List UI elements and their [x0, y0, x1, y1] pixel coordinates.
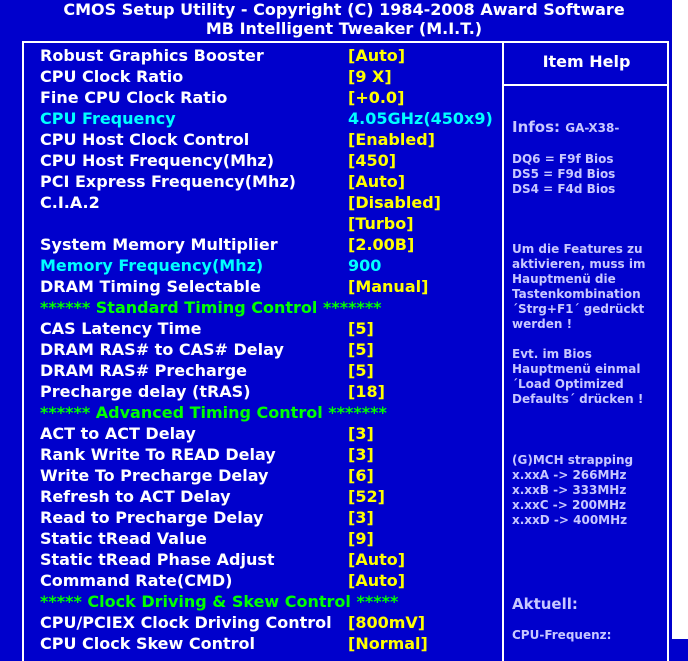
help-line: (G)MCH strapping [512, 453, 634, 467]
setting-value[interactable]: [9 X] [348, 67, 392, 86]
setting-label: CPU Host Clock Control [40, 130, 250, 149]
help-line: Hauptmenü die [512, 272, 616, 286]
help-line: ´Strg+F1´ gedrückt [512, 302, 645, 316]
setting-value[interactable]: [5] [348, 319, 374, 338]
setting-label: Rank Write To READ Delay [40, 445, 276, 464]
help-line: Evt. im Bios [512, 347, 592, 361]
setting-label: Refresh to ACT Delay [40, 487, 231, 506]
setting-label: Fine CPU Clock Ratio [40, 88, 228, 107]
section-label: ****** Advanced Timing Control ******* [40, 403, 387, 422]
help-note-features [512, 242, 645, 332]
setting-label: Read to Precharge Delay [40, 508, 264, 527]
help-line: Defaults´ drücken ! [512, 392, 644, 406]
help-line: DS4 = F4d Bios [512, 182, 616, 196]
setting-value[interactable]: 900 [348, 256, 382, 275]
setting-value[interactable]: [Auto] [348, 46, 406, 65]
help-line: Hauptmenü einmal [512, 362, 641, 376]
setting-value[interactable]: [450] [348, 151, 397, 170]
bios-versions [512, 152, 615, 197]
setting-label: Write To Precharge Delay [40, 466, 269, 485]
window-edge [672, 0, 688, 639]
setting-label: Static tRead Phase Adjust [40, 550, 275, 569]
setting-value[interactable]: [Auto] [348, 172, 406, 191]
infos-label: Infos: [512, 118, 561, 136]
app-title: CMOS Setup Utility - Copyright (C) 1984-2008 Award Software [63, 0, 625, 19]
setting-value[interactable]: [6] [348, 466, 374, 485]
setting-label: ACT to ACT Delay [40, 424, 196, 443]
setting-label: DRAM Timing Selectable [40, 277, 261, 296]
setting-value[interactable]: [5] [348, 340, 374, 359]
setting-label: CPU Clock Skew Control [40, 634, 256, 653]
infos-line [512, 117, 619, 138]
help-line: Um die Features zu [512, 242, 643, 256]
help-strapping [512, 453, 633, 528]
setting-label: System Memory Multiplier [40, 235, 278, 254]
setting-label: CPU Clock Ratio [40, 67, 184, 86]
setting-label: Command Rate(CMD) [40, 571, 233, 590]
setting-value[interactable]: [Auto] [348, 550, 406, 569]
setting-value[interactable]: [Normal] [348, 634, 428, 653]
help-line: x.xxB -> 333MHz [512, 483, 627, 497]
aktuell-label: Aktuell: [512, 595, 578, 613]
help-line: x.xxA -> 266MHz [512, 468, 627, 482]
help-line: aktivieren, muss im [512, 257, 646, 271]
setting-value[interactable]: [52] [348, 487, 385, 506]
setting-label: Precharge delay (tRAS) [40, 382, 251, 401]
setting-value[interactable]: [Disabled] [348, 193, 441, 212]
section-label: ***** Clock Driving & Skew Control ***** [40, 592, 399, 611]
setting-label: CPU/PCIEX Clock Driving Control [40, 613, 332, 632]
help-line: Tastenkombination [512, 287, 641, 301]
setting-value[interactable]: [3] [348, 508, 374, 527]
setting-label: CPU Host Frequency(Mhz) [40, 151, 275, 170]
setting-value[interactable]: [Enabled] [348, 130, 435, 149]
help-line: DS5 = F9d Bios [512, 167, 616, 181]
setting-value[interactable]: 4.05GHz(450x9) [348, 109, 493, 128]
setting-label: CPU Frequency [40, 109, 176, 128]
help-line: ´Load Optimized [512, 377, 624, 391]
setting-value[interactable]: [5] [348, 361, 374, 380]
help-line: werden ! [512, 317, 573, 331]
setting-label: DRAM RAS# Precharge [40, 361, 248, 380]
cpu-freq-label: CPU-Frequenz: [512, 628, 612, 642]
setting-value[interactable]: [3] [348, 445, 374, 464]
setting-label: PCI Express Frequency(Mhz) [40, 172, 296, 191]
setting-label: Robust Graphics Booster [40, 46, 264, 65]
setting-value[interactable]: [Manual] [348, 277, 429, 296]
page-title: MB Intelligent Tweaker (M.I.T.) [205, 19, 483, 38]
setting-value[interactable]: [Turbo] [348, 214, 414, 233]
setting-value[interactable]: [+0.0] [348, 88, 405, 107]
setting-label: Static tRead Value [40, 529, 207, 548]
setting-label: Memory Frequency(Mhz) [40, 256, 264, 275]
help-line: DQ6 = F9f Bios [512, 152, 614, 166]
setting-value[interactable]: [3] [348, 424, 374, 443]
help-title-divider [504, 84, 669, 86]
title-bar [0, 0, 688, 40]
setting-value[interactable]: [18] [348, 382, 385, 401]
setting-label: C.I.A.2 [40, 193, 100, 212]
setting-label: DRAM RAS# to CAS# Delay [40, 340, 284, 359]
panel-divider [502, 41, 504, 661]
help-line: x.xxC -> 200MHz [512, 498, 626, 512]
item-help-title: Item Help [542, 52, 631, 71]
help-note-defaults [512, 347, 643, 407]
setting-value[interactable]: [Auto] [348, 571, 406, 590]
setting-label: CAS Latency Time [40, 319, 202, 338]
help-line: x.xxD -> 400MHz [512, 513, 628, 527]
section-label: ****** Standard Timing Control ******* [40, 298, 382, 317]
setting-value[interactable]: [800mV] [348, 613, 426, 632]
setting-value[interactable]: [2.00B] [348, 235, 415, 254]
infos-model: GA-X38- [565, 121, 620, 135]
setting-value[interactable]: [9] [348, 529, 374, 548]
